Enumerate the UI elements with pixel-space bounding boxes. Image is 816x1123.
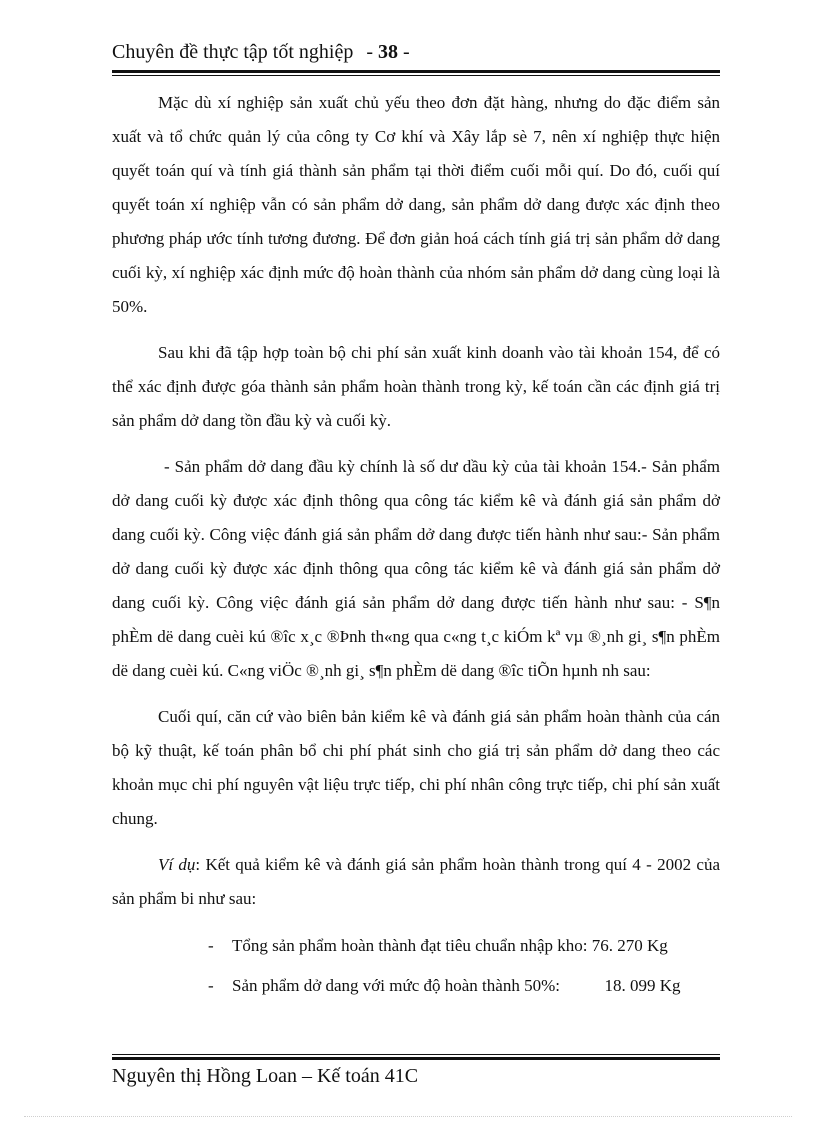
- header-title: Chuyên đề thực tập tốt nghiệp: [112, 41, 354, 63]
- example-text: : Kết quả kiểm kê và đánh giá sản phẩm hoàn thành trong quí 4 - 2002 của sản phẩm bi như sau:: [112, 855, 720, 908]
- page-footer: Nguyên thị Hồng Loan – Kế toán 41C: [112, 1065, 419, 1087]
- list-item-label: Sản phẩm dở dang với mức độ hoàn thành 50%:: [232, 976, 560, 995]
- paragraph-2: Sau khi đã tập hợp toàn bộ chi phí sản xuất kinh doanh vào tài khoản 154, để có thể xác định được góa thành sản phẩm hoàn thành trong kỳ, kế toán cần các định giá trị sản phẩm dở dang tồn đầu kỳ và cuối kỳ.: [112, 343, 720, 430]
- header-page-suffix: -: [398, 41, 410, 63]
- paragraph-4: Cuối quí, căn cứ vào biên bản kiểm kê và đánh giá sản phẩm hoàn thành của cán bộ kỹ thuật, kế toán phân bổ chi phí phát sinh cho giá trị sản phẩm dở dang theo các khoản mục chi phí nguyên vật liệu trực tiếp, chi phí nhân công trực tiếp, chi phí sản xuất chung.: [112, 707, 720, 828]
- page-body: [112, 86, 720, 1006]
- header-page-prefix: -: [366, 41, 379, 63]
- list-item-value: 76. 270 Kg: [591, 936, 668, 955]
- header-page-number: 38: [378, 41, 399, 63]
- paragraph-3: - Sản phẩm dở dang đầu kỳ chính là số dư dầu kỳ của tài khoản 154.- Sản phẩm dở dang cuối kỳ được xác định thông qua công tác kiểm kê và đánh giá sản phẩm dở dang cuối kỳ. Công việc đánh giá sản phẩm dở dang được tiến hành như sau:- Sản phẩm dở dang cuối kỳ được xác định thông qua công tác kiểm kê và đánh giá sản phẩm dở dang cuối kỳ. Công việc đánh giá sản phẩm dở dang được tiến hành như sau: - S¶n phÈm dë dang cuèi kú ®îc x¸c ®Þnh th«ng qua c«ng t¸c kiÓm kª vµ ®¸nh gi¸ s¶n phÈm dë dang cuèi kú. C«ng viÖc ®¸nh gi¸ s¶n phÈm dë dang ®îc tiÕn hµnh nh sau:: [112, 457, 720, 680]
- list-item-value: 18. 099 Kg: [604, 976, 681, 995]
- list-dash: -: [208, 936, 214, 955]
- page-bottom-divider: [24, 1116, 792, 1117]
- example-label: Ví dụ: [158, 855, 196, 874]
- list-item: [112, 966, 720, 1006]
- list-item-label: Tổng sản phẩm hoàn thành đạt tiêu chuẩn nhập kho:: [232, 936, 588, 955]
- list-dash: -: [208, 976, 214, 995]
- header-rule-thin: [112, 75, 720, 76]
- footer-rule-thin: [112, 1054, 720, 1055]
- footer-rule-thick: [112, 1057, 720, 1060]
- result-list: [112, 926, 720, 1006]
- paragraph-1: Mặc dù xí nghiệp sản xuất chủ yếu theo đơn đặt hàng, nhưng do đặc điểm sản xuất và tổ chức quản lý của công ty Cơ khí và Xây lắp sè 7, nên xí nghiệp thực hiện quyết toán quí và tính giá thành sản phẩm tại thời điểm cuối mỗi quí. Do đó, cuối quí quyết toán xí nghiệp vẫn có sản phẩm dở dang, sản phẩm dở dang được xác định theo phương pháp ước tính tương đương. Để đơn giản hoá cách tính giá trị sản phẩm dở dang cuối kỳ, xí nghiệp xác định mức độ hoàn thành của nhóm sản phẩm dở dang cùng loại là 50%.: [112, 93, 720, 316]
- header-rule-thick: [112, 70, 720, 73]
- page-header: [112, 38, 720, 66]
- list-item: [112, 926, 720, 966]
- paragraph-5: [112, 848, 720, 916]
